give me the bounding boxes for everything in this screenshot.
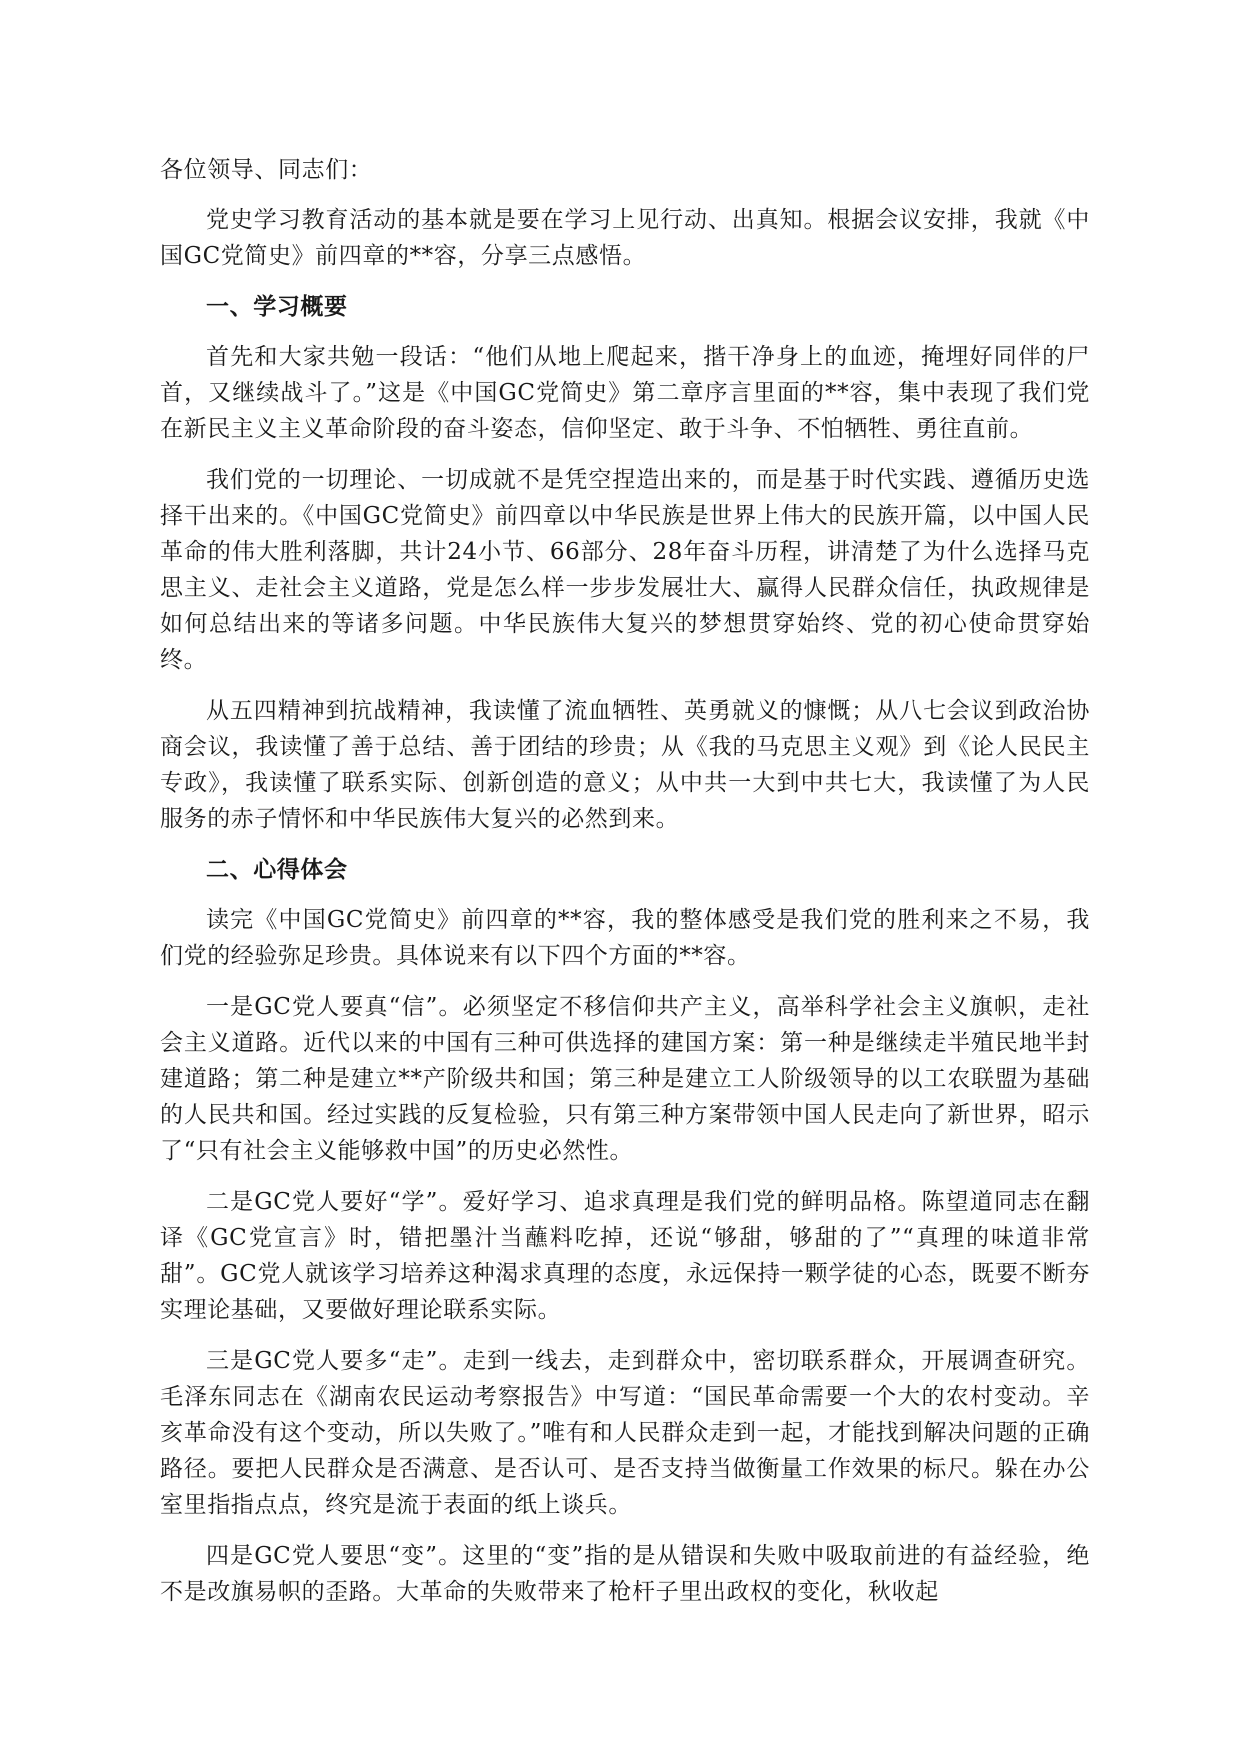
salutation: 各位领导、同志们： (160, 157, 373, 183)
insight-paragraph-study: 二是GC党人要好“学”。爱好学习、追求真理是我们党的鲜明品格。陈望道同志在翻译《GC党宣言》时，错把墨汁当蘸料吃掉，还说“够甜，够甜的了”“真理的味道非常甜”。GC党人就该学习培养这种渴求真理的态度，永远保持一颗学徒的心态，既要不断夯实理论基础，又要做好理论联系实际。 (160, 1189, 1090, 1323)
section-heading-summary: 一、学习概要 (206, 294, 348, 320)
summary-paragraph-1: 首先和大家共勉一段话：“他们从地上爬起来，揩干净身上的血迹，掩埋好同伴的尸首，又继续战斗了。”这是《中国GC党简史》第二章序言里面的**容，集中表现了我们党在新民主义主义革命阶段的奋斗姿态，信仰坚定、敢于斗争、不怕牺牲、勇往直前。 (160, 344, 1090, 442)
section-heading-insights: 二、心得体会 (206, 857, 348, 883)
summary-paragraph-2: 我们党的一切理论、一切成就不是凭空捏造出来的，而是基于时代实践、遵循历史选择干出来的。《中国GC党简史》前四章以中华民族是世界上伟大的民族开篇，以中国人民革命的伟大胜利落脚，共计24小节、66部分、28年奋斗历程，讲清楚了为什么选择马克思主义、走社会主义道路，党是怎么样一步步发展壮大、赢得人民群众信任，执政规律是如何总结出来的等诸多问题。中华民族伟大复兴的梦想贯穿始终、党的初心使命贯穿始终。 (160, 467, 1090, 673)
summary-paragraph-3: 从五四精神到抗战精神，我读懂了流血牺牲、英勇就义的慷慨；从八七会议到政治协商会议，我读懂了善于总结、善于团结的珍贵；从《我的马克思主义观》到《论人民民主专政》，我读懂了联系实际、创新创造的意义；从中共一大到中共七大，我读懂了为人民服务的赤子情怀和中华民族伟大复兴的必然到来。 (160, 698, 1090, 832)
document-page (160, 152, 1090, 1625)
insight-paragraph-belief: 一是GC党人要真“信”。必须坚定不移信仰共产主义，高举科学社会主义旗帜，走社会主义道路。近代以来的中国有三种可供选择的建国方案：第一种是继续走半殖民地半封建道路；第二种是建立**产阶级共和国；第三种是建立工人阶级领导的以工农联盟为基础的人民共和国。经过实践的反复检验，只有第三种方案带领中国人民走向了新世界，昭示了“只有社会主义能够救中国”的历史必然性。 (160, 994, 1090, 1164)
intro-paragraph: 党史学习教育活动的基本就是要在学习上见行动、出真知。根据会议安排，我就《中国GC党简史》前四章的**容，分享三点感悟。 (160, 207, 1090, 269)
insight-paragraph-walk: 三是GC党人要多“走”。走到一线去，走到群众中，密切联系群众，开展调查研究。毛泽东同志在《湖南农民运动考察报告》中写道：“国民革命需要一个大的农村变动。辛亥革命没有这个变动，所以失败了。”唯有和人民群众走到一起，才能找到解决问题的正确路径。要把人民群众是否满意、是否认可、是否支持当做衡量工作效果的标尺。躲在办公室里指指点点，终究是流于表面的纸上谈兵。 (160, 1348, 1090, 1518)
insight-intro-paragraph: 读完《中国GC党简史》前四章的**容，我的整体感受是我们党的胜利来之不易，我们党的经验弥足珍贵。具体说来有以下四个方面的**容。 (160, 907, 1090, 969)
insight-paragraph-change: 四是GC党人要思“变”。这里的“变”指的是从错误和失败中吸取前进的有益经验，绝不是改旗易帜的歪路。大革命的失败带来了枪杆子里出政权的变化，秋收起 (160, 1543, 1090, 1605)
